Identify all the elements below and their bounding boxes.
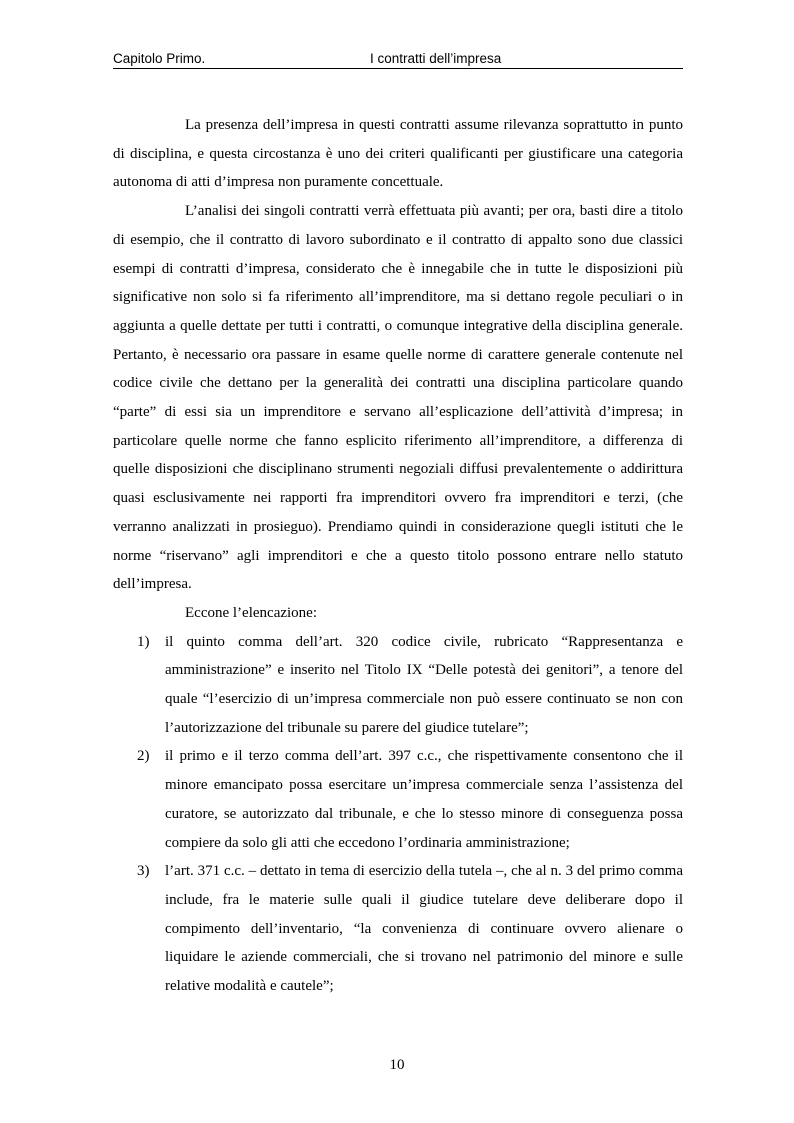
list-item-text: l’art. 371 c.c. – dettato in tema di esercizio della tutela –, che al n. 3 del primo comma include, fra le materie sulle quali il giudice tutelare deve deliberare dopo il compimento dell’inventario, “la convenienza di continuare ovvero alienare o liquidare le aziende commerciali, che si trovano nel patrimonio del minore e sulle relative modalità e cautele”;	[165, 863, 683, 995]
paragraph: L’analisi dei singoli contratti verrà effettuata più avanti; per ora, basti dire a titolo di esempio, che il contratto di lavoro subordinato e il contratto di appalto sono due classici esempi di contratti d’impresa, considerato che è innegabile che in tutte le disposizioni più significative non solo si fa riferimento all’imprenditore, ma si dettano regole peculiari o in aggiunta a quelle dettate per tutti i contratti, o comunque integrative della disciplina generale. Pertanto, è necessario ora passare in esame quelle norme di carattere generale contenute nel codice civile che dettano per la generalità dei contratti una disciplina particolare quando “parte” di essi sia un imprenditore e servano all’esplicazione dell’attività d’impresa; in particolare quelle norme che fanno esplicito riferimento all’imprenditore, a differenza di quelle disposizioni che disciplinano strumenti negoziali diffusi prevalentemente o addirittura quasi esclusivamente nei rapporti fra imprenditori ovvero fra imprenditori e terzi, (che verranno analizzati in prosieguo). Prendiamo quindi in considerazione quegli istituti che le norme “riservano” agli imprenditori e che a questo titolo possono entrare nello statuto dell’impresa.	[113, 203, 683, 593]
list-item-number: 2)	[137, 748, 150, 765]
chapter-title: I contratti dell’impresa	[370, 51, 502, 66]
list-item	[113, 628, 683, 743]
list-item	[113, 857, 683, 1001]
list-item	[113, 742, 683, 857]
paragraph: Eccone l’elencazione:	[185, 604, 317, 621]
list-item-number: 3)	[137, 863, 150, 880]
list-item-text: il quinto comma dell’art. 320 codice civile, rubricato “Rappresentanza e amministrazione” e inserito nel Titolo IX “Delle potestà dei genitori”, a tenore del quale “l’esercizio di un’impresa commerciale non può essere continuato se non con l’autorizzazione del tribunale su parere del giudice tutelare”;	[165, 633, 683, 736]
list-item-number: 1)	[137, 633, 150, 650]
list-item-text: il primo e il terzo comma dell’art. 397 c.c., che rispettivamente consentono che il minore emancipato possa esercitare un’impresa commerciale senza l’assistenza del curatore, se autorizzato dal tribunale, e che lo stesso minore di conseguenza possa compiere da solo gli atti che eccedono l’ordinaria amministrazione;	[165, 748, 683, 851]
page-number: 10	[389, 1057, 405, 1073]
running-header	[113, 50, 683, 69]
body-text	[113, 111, 683, 1001]
paragraph: La presenza dell’impresa in questi contratti assume rilevanza soprattutto in punto di disciplina, e questa circostanza è uno dei criteri qualificanti per giustificare una categoria autonoma di atti d’impresa non puramente concettuale.	[113, 117, 683, 191]
numbered-list	[113, 628, 683, 1001]
chapter-label: Capitolo Primo.	[113, 51, 206, 66]
